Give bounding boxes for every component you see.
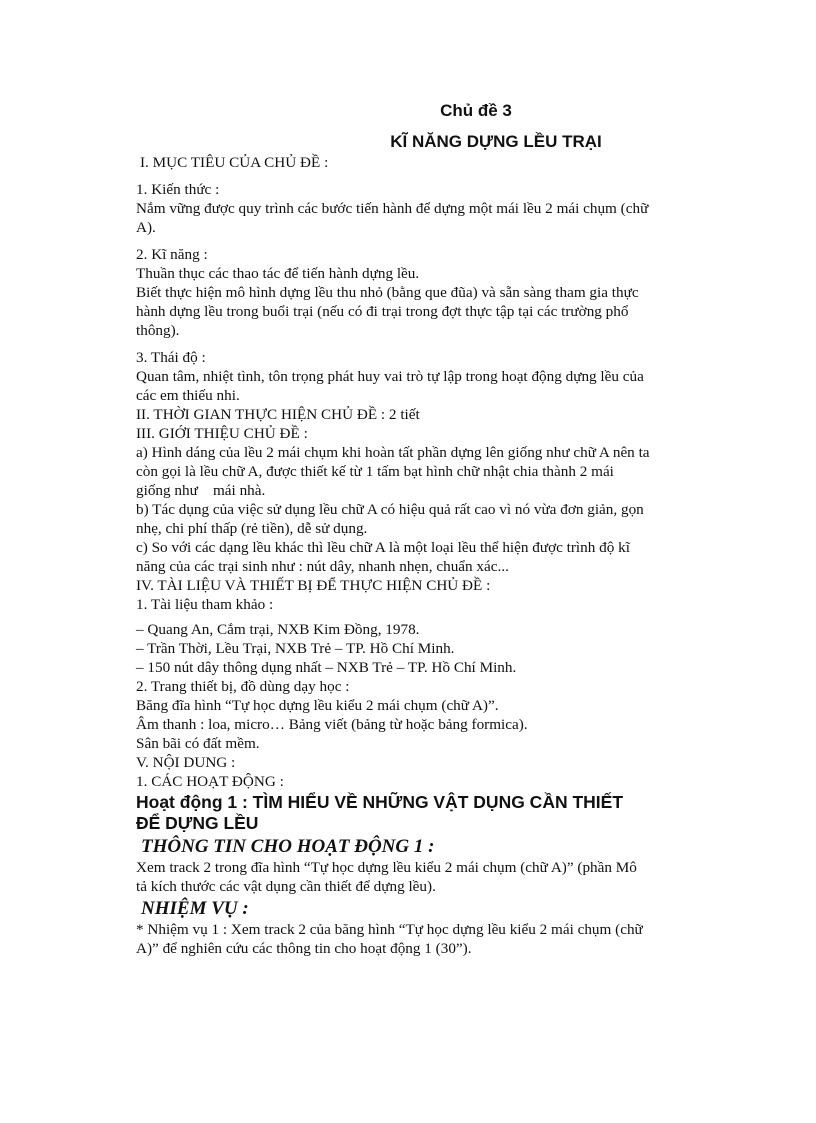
activities-label: 1. CÁC HOẠT ĐỘNG : [136, 773, 284, 790]
section4-heading: IV. TÀI LIỆU VÀ THIẾT BỊ ĐỂ THỰC HIỆN CHỦ ĐỀ : [136, 577, 491, 594]
intro-a-3: giống như mái nhà. [136, 482, 266, 499]
attitude-text-2: các em thiếu nhi. [136, 387, 240, 404]
task-text-1: * Nhiệm vụ 1 : Xem track 2 của băng hình “Tự học dựng lều kiểu 2 mái chụm (chữ [136, 921, 643, 938]
knowledge-text-2: A). [136, 219, 156, 236]
refs-label: 1. Tài liệu tham khảo : [136, 596, 274, 613]
topic-title: KĨ NĂNG DỰNG LỀU TRẠI [390, 132, 602, 151]
attitude-text-1: Quan tâm, nhiệt tình, tôn trọng phát huy vai trò tự lập trong hoạt động dựng lều của [136, 368, 644, 385]
knowledge-label: 1. Kiến thức : [136, 181, 220, 198]
activity1-title-1: Hoạt động 1 : TÌM HIỂU VỀ NHỮNG VẬT DỤNG CẦN THIẾT [136, 792, 624, 812]
skill-label: 2. Kĩ năng : [136, 246, 208, 263]
reference-item: – Quang An, Cắm trại, NXB Kim Đồng, 1978. [136, 621, 420, 638]
intro-a-2: còn gọi là lều chữ A, được thiết kế từ 1 tấm bạt hình chữ nhật chia thành 2 mái [136, 463, 614, 480]
info-text-1: Xem track 2 trong đĩa hình “Tự học dựng lều kiểu 2 mái chụm (chữ A)” (phần Mô [136, 859, 637, 876]
intro-c-1: c) So với các dạng lều khác thì lều chữ A là một loại lều thể hiện được trình độ kĩ [136, 539, 630, 556]
reference-item: – 150 nút dây thông dụng nhất – NXB Trẻ – TP. Hồ Chí Minh. [136, 659, 517, 676]
skill-text-4: thông). [136, 322, 180, 339]
reference-item: – Trần Thời, Lều Trại, NXB Trẻ – TP. Hồ Chí Minh. [136, 640, 455, 657]
intro-b-1: b) Tác dụng của việc sử dụng lều chữ A có hiệu quả rất cao vì nó vừa đơn giản, gọn [136, 501, 644, 518]
intro-b-2: nhẹ, chi phí thấp (rẻ tiền), dễ sử dụng. [136, 520, 368, 537]
equip-item: Sân bãi có đất mềm. [136, 735, 260, 752]
intro-c-2: năng của các trại sinh như : nút dây, nhanh nhẹn, chuẩn xác... [136, 558, 509, 575]
section1-heading: I. MỤC TIÊU CỦA CHỦ ĐỀ : [140, 154, 329, 171]
document-page [136, 100, 696, 958]
intro-a-1: a) Hình dáng của lều 2 mái chụm khi hoàn tất phần dựng lên giống như chữ A nên ta [136, 444, 650, 461]
task-heading: NHIỆM VỤ : [141, 898, 249, 919]
skill-text-2: Biết thực hiện mô hình dựng lều thu nhỏ (bằng que đũa) và sẵn sàng tham gia thực [136, 284, 639, 301]
topic-number: Chủ đề 3 [440, 101, 512, 120]
attitude-label: 3. Thái độ : [136, 349, 206, 366]
skill-text-1: Thuần thục các thao tác để tiến hành dựng lều. [136, 265, 420, 282]
task-text-2: A)” để nghiên cứu các thông tin cho hoạt động 1 (30”). [136, 940, 472, 957]
info-text-2: tả kích thước các vật dụng cần thiết để dựng lều). [136, 878, 436, 895]
equip-label: 2. Trang thiết bị, đồ dùng dạy học : [136, 678, 350, 695]
section5-heading: V. NỘI DUNG : [136, 754, 236, 771]
skill-text-3: hành dựng lều trong buổi trại (nếu có đi trại trong đợt thực tập tại các trường phổ [136, 303, 629, 320]
section2-heading: II. THỜI GIAN THỰC HIỆN CHỦ ĐỀ : 2 tiết [136, 406, 420, 423]
activity1-title-2: ĐỂ DỰNG LỀU [136, 813, 259, 833]
equip-item: Băng đĩa hình “Tự học dựng lều kiểu 2 mái chụm (chữ A)”. [136, 697, 499, 714]
equip-item: Âm thanh : loa, micro… Bảng viết (bảng từ hoặc bảng formica). [136, 716, 528, 733]
knowledge-text-1: Nắm vững được quy trình các bước tiến hành để dựng một mái lều 2 mái chụm (chữ [136, 200, 649, 217]
section3-heading: III. GIỚI THIỆU CHỦ ĐỀ : [136, 425, 308, 442]
info-heading: THÔNG TIN CHO HOẠT ĐỘNG 1 : [141, 836, 435, 857]
